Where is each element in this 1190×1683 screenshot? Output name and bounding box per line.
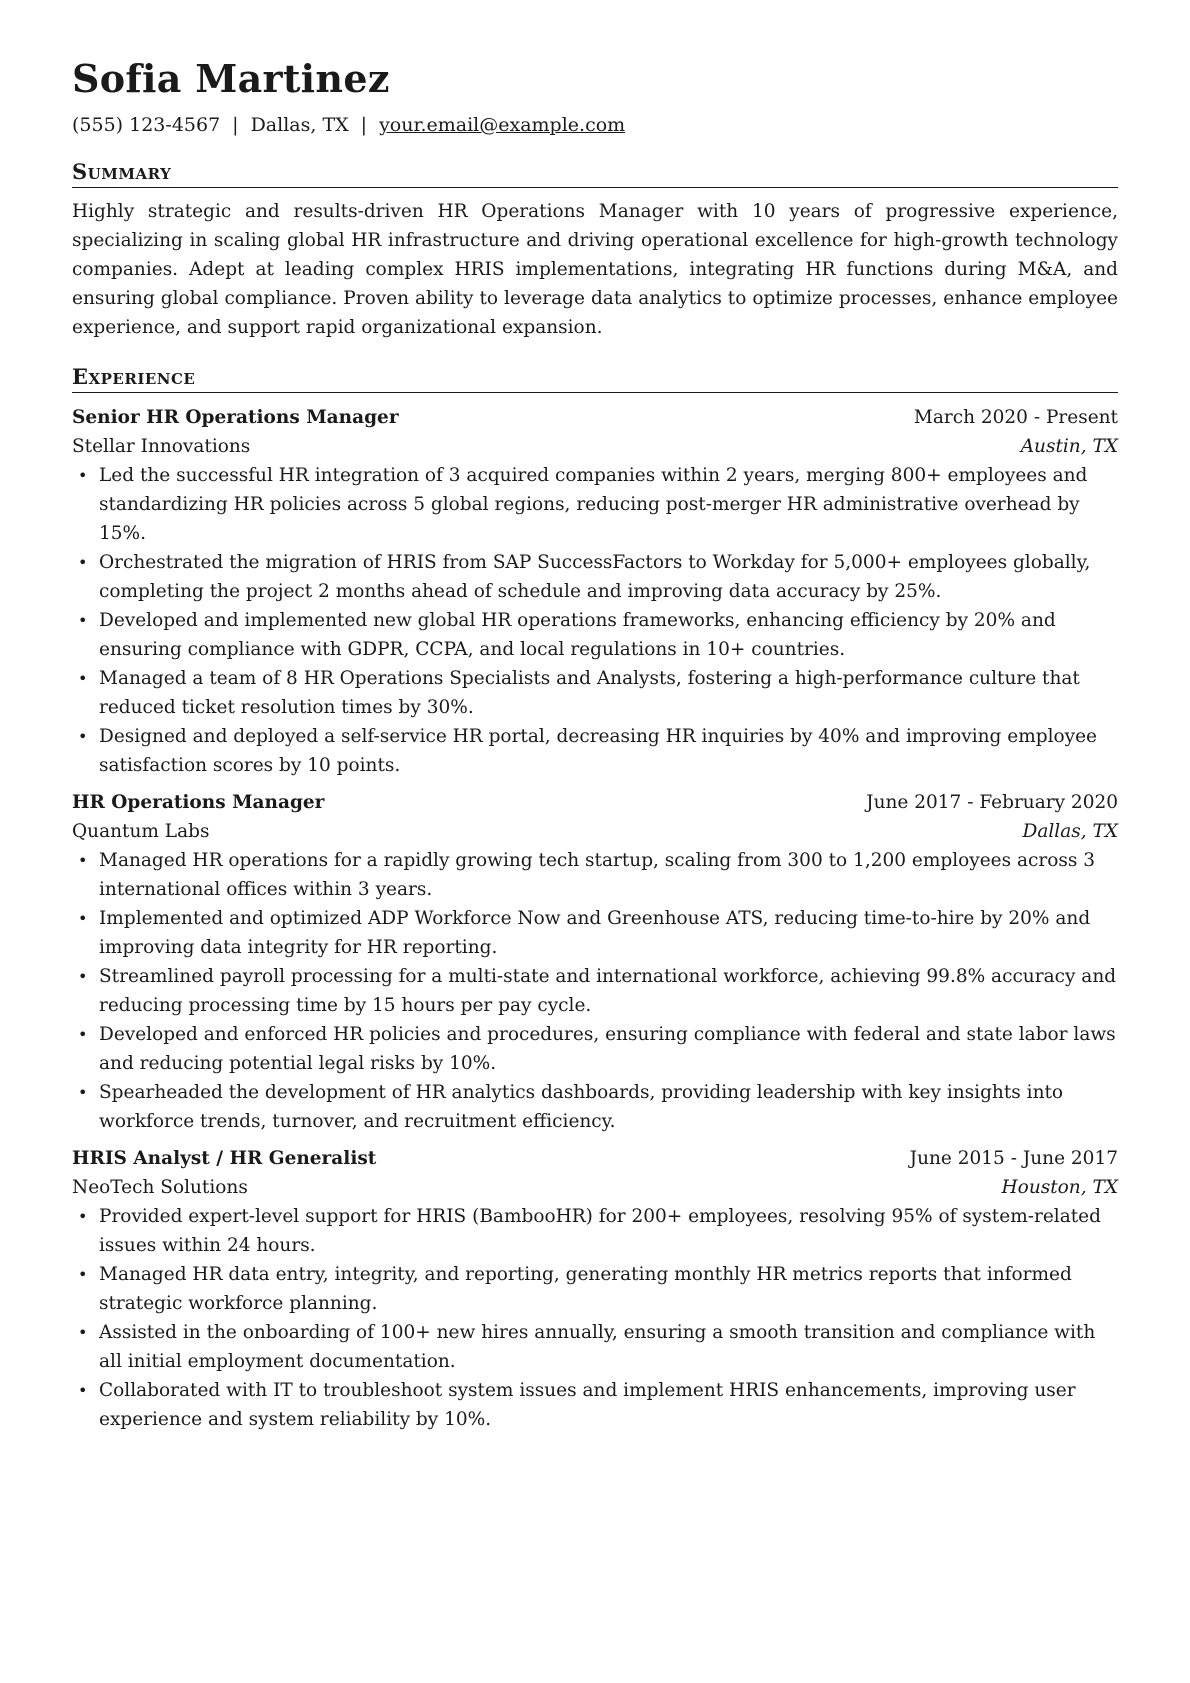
- job-company-row: [72, 817, 1118, 846]
- job-bullet-list: [72, 846, 1118, 1136]
- contact-separator: |: [232, 113, 239, 136]
- contact-location: Dallas, TX: [250, 113, 349, 136]
- job-company-row: [72, 1173, 1118, 1202]
- job-bullet: • Implemented and optimized ADP Workforce Now and Greenhouse ATS, reducing time-to-hire by 20% and improving data integrity for HR reporting.: [99, 904, 1118, 962]
- job-entry: [72, 788, 1118, 1136]
- job-location: Houston, TX: [1001, 1176, 1118, 1198]
- experience-heading: Experience: [72, 364, 1118, 393]
- experience-list: [72, 403, 1118, 1434]
- job-location: Dallas, TX: [1022, 820, 1118, 842]
- job-bullet: • Managed HR data entry, integrity, and reporting, generating monthly HR metrics reports that informed strategic workforce planning.: [99, 1260, 1118, 1318]
- company-name: Stellar Innovations: [72, 435, 251, 457]
- job-bullet-list: [72, 461, 1118, 780]
- job-dates: June 2015 - June 2017: [909, 1147, 1118, 1169]
- contact-separator: |: [360, 113, 368, 136]
- job-header-row: [72, 403, 1118, 432]
- job-bullet: • Developed and implemented new global HR operations frameworks, enhancing efficiency by 20% and ensuring compliance with GDPR, CCPA, and local regulations in 10+ countries.: [99, 606, 1118, 664]
- job-bullet: • Designed and deployed a self-service HR portal, decreasing HR inquiries by 40% and improving employee satisfaction scores by 10 points.: [99, 722, 1118, 780]
- job-bullet: • Developed and enforced HR policies and procedures, ensuring compliance with federal and state labor laws and reducing potential legal risks by 10%.: [99, 1020, 1118, 1078]
- job-bullet-list: [72, 1202, 1118, 1434]
- job-bullet: • Spearheaded the development of HR analytics dashboards, providing leadership with key insights into workforce trends, turnover, and recruitment efficiency.: [99, 1078, 1118, 1136]
- job-company-row: [72, 432, 1118, 461]
- job-entry: [72, 403, 1118, 780]
- job-bullet: • Streamlined payroll processing for a multi-state and international workforce, achieving 99.8% accuracy and reducing processing time by 15 hours per pay cycle.: [99, 962, 1118, 1020]
- job-title: Senior HR Operations Manager: [72, 406, 399, 428]
- job-dates: June 2017 - February 2020: [866, 791, 1118, 813]
- job-bullet: • Led the successful HR integration of 3 acquired companies within 2 years, merging 800+ employees and standardizing HR policies across 5 global regions, reducing post-merger HR administrative overhead by 15%.: [99, 461, 1118, 548]
- company-name: Quantum Labs: [72, 820, 210, 842]
- email-link[interactable]: your.email@example.com: [379, 113, 626, 136]
- job-entry: [72, 1144, 1118, 1434]
- summary-text: Highly strategic and results-driven HR Operations Manager with 10 years of progressive experience, specializing in scaling global HR infrastructure and driving operational excellence for high-growth technology companies. Adept at leading complex HRIS implementations, integrating HR functions during M&A, and ensuring global compliance. Proven ability to leverage data analytics to optimize processes, enhance employee experience, and support rapid organizational expansion.: [72, 200, 1118, 338]
- job-title: HRIS Analyst / HR Generalist: [72, 1147, 377, 1169]
- job-bullet: • Assisted in the onboarding of 100+ new hires annually, ensuring a smooth transition and compliance with all initial employment documentation.: [99, 1318, 1118, 1376]
- job-header-row: [72, 1144, 1118, 1173]
- job-header-row: [72, 788, 1118, 817]
- phone-number: (555) 123-4567: [72, 113, 221, 136]
- job-title: HR Operations Manager: [72, 791, 325, 813]
- job-dates: March 2020 - Present: [913, 406, 1118, 428]
- job-bullet: • Managed a team of 8 HR Operations Specialists and Analysts, fostering a high-performance culture that reduced ticket resolution times by 30%.: [99, 664, 1118, 722]
- company-name: NeoTech Solutions: [72, 1176, 248, 1198]
- job-bullet: • Collaborated with IT to troubleshoot system issues and implement HRIS enhancements, improving user experience and system reliability by 10%.: [99, 1376, 1118, 1434]
- job-location: Austin, TX: [1020, 435, 1118, 457]
- job-bullet: • Provided expert-level support for HRIS (BambooHR) for 200+ employees, resolving 95% of system-related issues within 24 hours.: [99, 1202, 1118, 1260]
- job-bullet: • Orchestrated the migration of HRIS from SAP SuccessFactors to Workday for 5,000+ employees globally, completing the project 2 months ahead of schedule and improving data accuracy by 25%.: [99, 548, 1118, 606]
- contact-line: [72, 114, 1118, 137]
- candidate-name: Sofia Martinez: [72, 56, 390, 101]
- summary-heading: Summary: [72, 159, 1118, 188]
- job-bullet: • Managed HR operations for a rapidly growing tech startup, scaling from 300 to 1,200 employees across 3 international offices within 3 years.: [99, 846, 1118, 904]
